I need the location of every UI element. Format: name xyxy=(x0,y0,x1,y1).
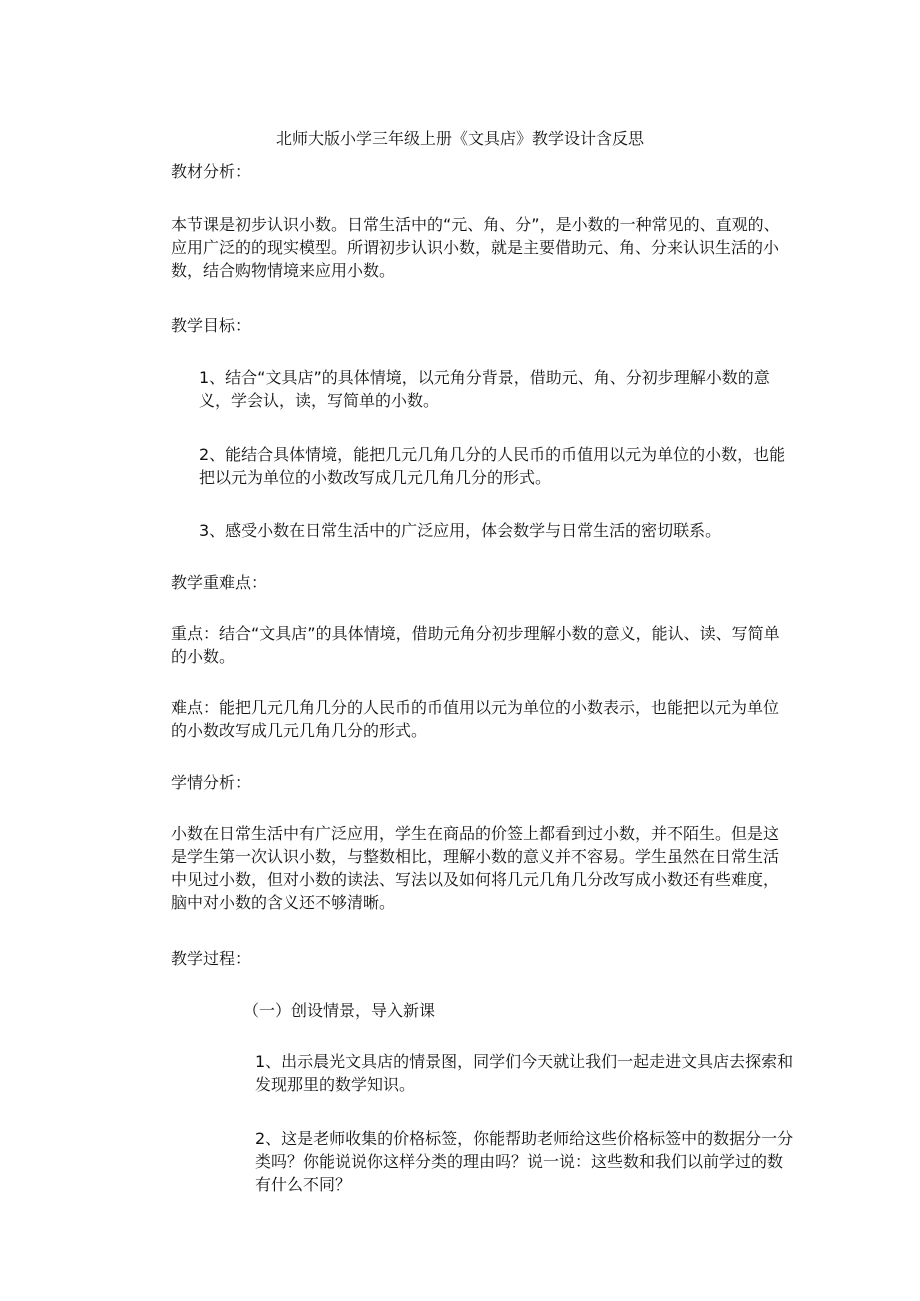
process-step-1: 1、出示晨光文具店的情景图，同学们今天就让我们一起走进文具店去探索和发现那里的数学知识。 xyxy=(255,1052,794,1094)
paragraph-student-analysis: 小数在日常生活中有广泛应用，学生在商品的价签上都看到过小数，并不陌生。但是这是学生第一次认识小数，与整数相比，理解小数的意义并不容易。学生虽然在日常生活中见过小数，但对小数的读法、写法以及如何将几元几角几分改写成小数还有些难度，脑中对小数的含义还不够清晰。 xyxy=(171,824,780,912)
paragraph-difficult-point: 难点：能把几元几角几分的人民币的币值用以元为单位的小数表示，也能把以元为单位的小数改写成几元几角几分的形式。 xyxy=(171,698,780,740)
heading-key-difficult-points: 教学重难点： xyxy=(171,573,268,592)
document-title: 北师大版小学三年级上册《文具店》教学设计含反思 xyxy=(275,129,644,148)
paragraph-key-point: 重点：结合“文具店”的具体情境，借助元角分初步理解小数的意义，能认、读、写简单的小数。 xyxy=(171,624,780,666)
heading-teaching-goals: 教学目标： xyxy=(171,316,252,335)
goal-item-1: 1、结合“文具店”的具体情境，以元角分背景，借助元、角、分初步理解小数的意义，学会认，读，写简单的小数。 xyxy=(199,368,770,410)
process-step-2: 2、这是老师收集的价格标签，你能帮助老师给这些价格标签中的数据分一分类吗？你能说说你这样分类的理由吗？说一说：这些数和我们以前学过的数有什么不同？ xyxy=(255,1129,794,1194)
goal-item-2: 2、能结合具体情境，能把几元几角几分的人民币的币值用以元为单位的小数，也能把以元为单位的小数改写成几元几角几分的形式。 xyxy=(199,445,786,487)
heading-student-analysis: 学情分析： xyxy=(171,773,252,792)
heading-material-analysis: 教材分析： xyxy=(171,162,252,181)
paragraph-material-analysis: 本节课是初步认识小数。日常生活中的“元、角、分”，是小数的一种常见的、直观的、应用广泛的的现实模型。所谓初步认识小数，就是主要借助元、角、分来认识生活的小数，结合购物情境来应用小数。 xyxy=(171,215,780,280)
goal-item-3: 3、感受小数在日常生活中的广泛应用，体会数学与日常生活的密切联系。 xyxy=(199,521,722,540)
process-subheading-1: （一）创设情景，导入新课 xyxy=(243,1001,436,1020)
heading-teaching-process: 教学过程： xyxy=(171,949,252,968)
